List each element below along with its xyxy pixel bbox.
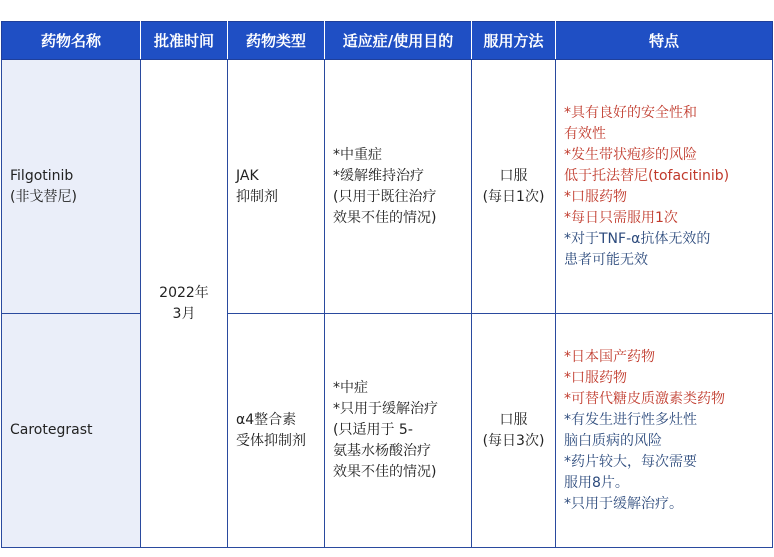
route-line: 口服 — [499, 411, 528, 428]
drug-type-cell — [228, 60, 325, 314]
indication-line: *缓解维持治疗 — [333, 167, 424, 184]
drug-type-cell — [228, 314, 325, 548]
indication-line: (只适用于 5- — [333, 422, 413, 438]
feature-line: *只用于缓解治疗。 — [564, 495, 683, 512]
indication-line: *中重症 — [333, 146, 382, 163]
approval-date-line: 2022年 — [159, 284, 209, 301]
drug-comparison-table — [1, 21, 773, 548]
header-features: 特点 — [556, 22, 773, 60]
indication-line: 效果不佳的情况) — [333, 464, 437, 480]
indication-line: 效果不佳的情况) — [333, 209, 437, 226]
header-route: 服用方法 — [472, 22, 556, 60]
indication-line: *只用于缓解治疗 — [333, 401, 438, 417]
indication-line: *中症 — [333, 380, 368, 396]
header-indication: 适应症/使用目的 — [325, 22, 472, 60]
features-cell — [556, 314, 773, 548]
indication-cell — [325, 60, 472, 314]
features-cell — [556, 60, 773, 314]
header-drug-name: 药物名称 — [2, 22, 141, 60]
drug-name-line: Carotegrast — [10, 422, 93, 438]
route-line: (每日1次) — [482, 188, 545, 205]
drug-name-line: Filgotinib — [10, 167, 74, 184]
header-drug-type: 药物类型 — [228, 22, 325, 60]
header-approval-date: 批准时间 — [141, 22, 228, 60]
table-row — [2, 314, 773, 548]
feature-line: *可替代糖皮质激素类药物 — [564, 390, 725, 407]
approval-date-line: 3月 — [172, 305, 196, 322]
feature-line: *对于TNF-α抗体无效的 — [564, 230, 711, 247]
indication-line: 氨基水杨酸治疗 — [333, 443, 431, 459]
feature-line: 低于托法替尼(tofacitinib) — [564, 167, 730, 184]
approval-date-cell — [141, 60, 228, 548]
feature-line: *发生带状疱疹的风险 — [564, 146, 697, 163]
feature-line: *口服药物 — [564, 188, 627, 205]
route-line: (每日3次) — [482, 432, 545, 449]
drug-name-cell — [2, 314, 141, 548]
indication-cell — [325, 314, 472, 548]
feature-line: 有效性 — [564, 125, 606, 142]
feature-line: *每日只需服用1次 — [564, 209, 678, 226]
feature-line: *药片较大，每次需要 — [564, 453, 697, 470]
drug-type-line: 抑制剂 — [236, 188, 278, 205]
drug-type-line: α4整合素 — [236, 411, 297, 428]
route-line: 口服 — [499, 167, 528, 184]
table-row — [2, 60, 773, 314]
feature-line: 脑白质病的风险 — [564, 432, 662, 449]
feature-line: 患者可能无效 — [564, 251, 648, 268]
indication-line: (只用于既往治疗 — [333, 188, 437, 205]
drug-type-line: 受体抑制剂 — [236, 432, 306, 449]
feature-line: *具有良好的安全性和 — [564, 104, 697, 121]
drug-name-cell — [2, 60, 141, 314]
drug-name-line: (非戈替尼) — [10, 188, 77, 205]
header-row — [2, 22, 773, 60]
route-cell — [472, 314, 556, 548]
feature-line: 服用8片。 — [564, 474, 629, 491]
drug-type-line: JAK — [236, 167, 259, 184]
route-cell — [472, 60, 556, 314]
feature-line: *有发生进行性多灶性 — [564, 411, 697, 428]
feature-line: *口服药物 — [564, 369, 627, 386]
feature-line: *日本国产药物 — [564, 348, 655, 365]
